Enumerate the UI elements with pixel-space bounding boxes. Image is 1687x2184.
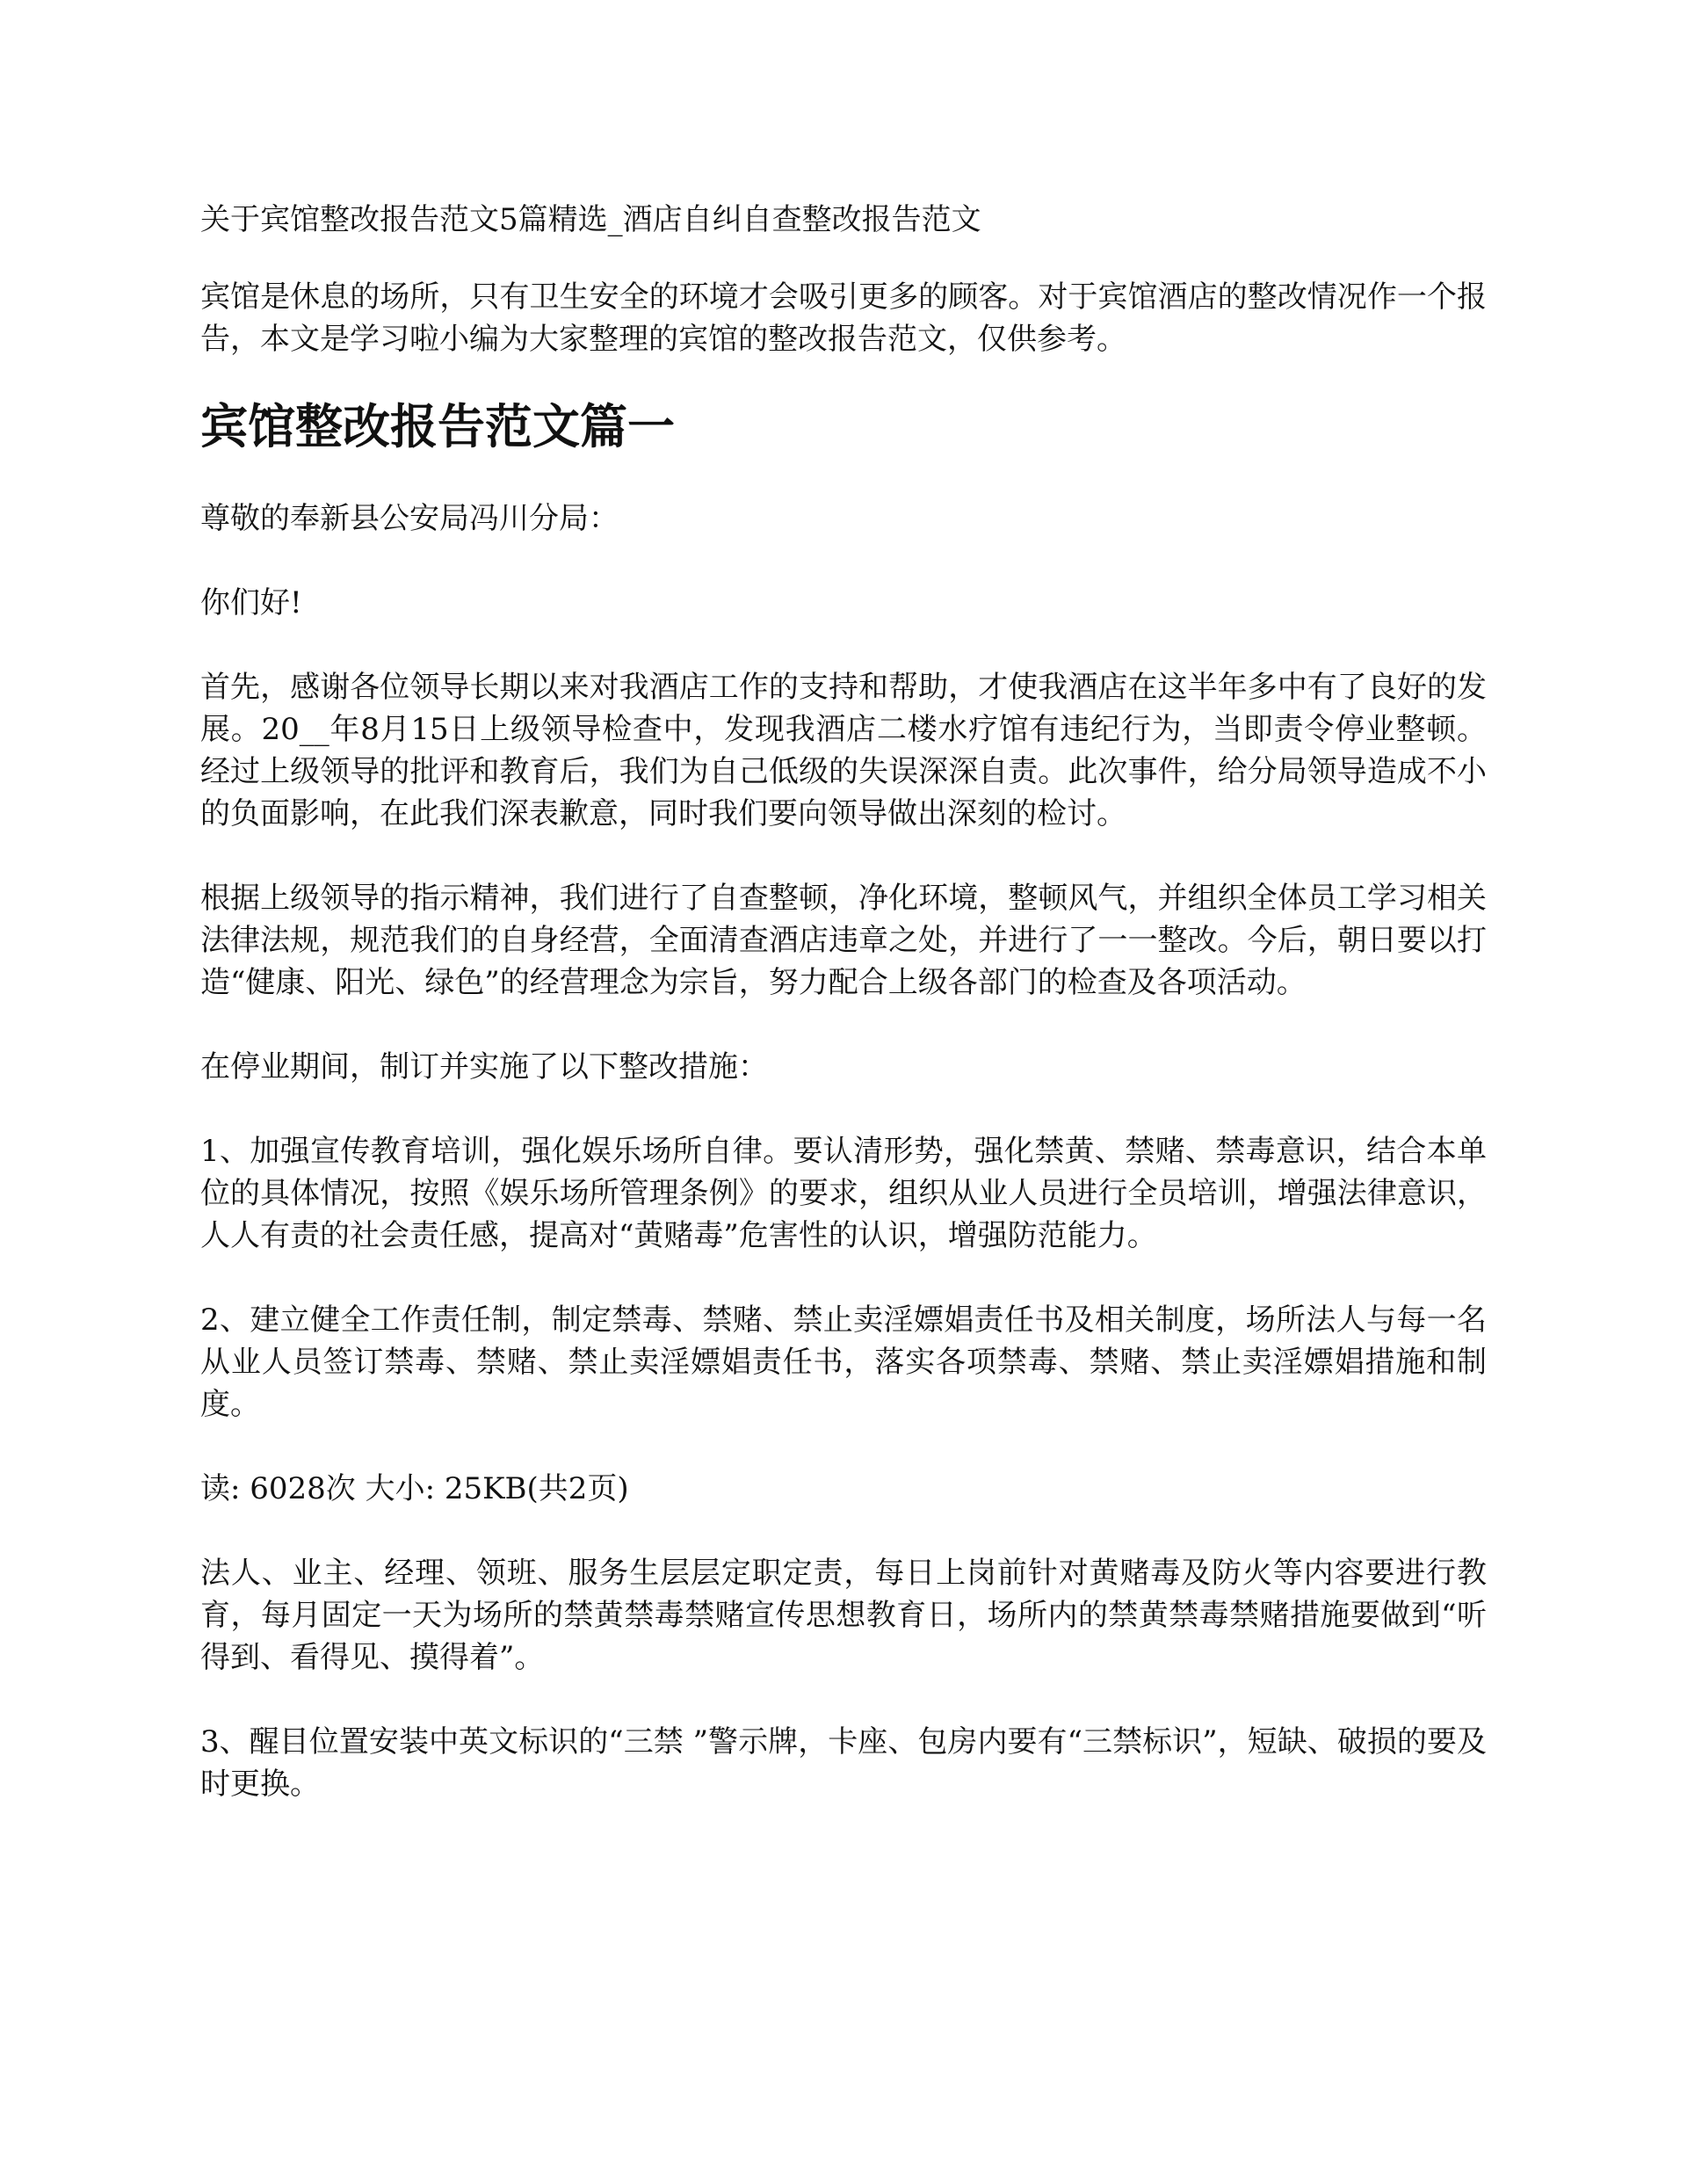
greeting: 你们好! [200, 585, 302, 620]
body-paragraph: 根据上级领导的指示精神，我们进行了自查整顿，净化环境，整顿风气，并组织全体员工学习相关法律法规，规范我们的自身经营，全面清查酒店违章之处，并进行了一一整改。今后，朝日要以打造“健康、阳光、绿色”的经营理念为宗旨，努力配合上级各部门的检查及各项活动。 [200, 881, 1487, 1000]
salutation: 尊敬的奉新县公安局冯川分局： [200, 501, 619, 536]
body-paragraph: 3、醒目位置安装中英文标识的“三禁 ”警示牌，卡座、包房内要有“三禁标识”，短缺、破损的要及时更换。 [200, 1724, 1487, 1802]
body-paragraph: 在停业期间，制订并实施了以下整改措施： [200, 1049, 768, 1085]
body-paragraph: 法人、业主、经理、领班、服务生层层定职定责，每日上岗前针对黄赌毒及防火等内容要进行教育，每月固定一天为场所的禁黄禁毒禁赌宣传思想教育日，场所内的禁黄禁毒禁赌措施要做到“听得到、看得见、摸得着”。 [200, 1556, 1487, 1675]
intro-paragraph: 宾馆是休息的场所，只有卫生安全的环境才会吸引更多的顾客。对于宾馆酒店的整改情况作一个报告，本文是学习啦小编为大家整理的宾馆的整改报告范文，仅供参考。 [200, 279, 1487, 357]
document-page [200, 199, 1487, 1847]
body-paragraph: 首先，感谢各位领导长期以来对我酒店工作的支持和帮助，才使我酒店在这半年多中有了良好的发展。20__年8月15日上级领导检查中，发现我酒店二楼水疗馆有违纪行为，当即责令停业整顿。经过上级领导的批评和教育后，我们为自己低级的失误深深自责。此次事件，给分局领导造成不小的负面影响，在此我们深表歉意，同时我们要向领导做出深刻的检讨。 [200, 670, 1487, 831]
read-count-size-info: 读: 6028次 大小: 25KB(共2页) [200, 1471, 629, 1506]
section-heading: 宾馆整改报告范文篇一 [200, 398, 675, 454]
body-paragraph: 2、建立健全工作责任制，制定禁毒、禁赌、禁止卖淫嫖娼责任书及相关制度，场所法人与每一名从业人员签订禁毒、禁赌、禁止卖淫嫖娼责任书，落实各项禁毒、禁赌、禁止卖淫嫖娼措施和制度。 [200, 1302, 1487, 1422]
document-title: 关于宾馆整改报告范文5篇精选_酒店自纠自查整改报告范文 [200, 202, 981, 237]
body-paragraph: 1、加强宣传教育培训，强化娱乐场所自律。要认清形势，强化禁黄、禁赌、禁毒意识，结合本单位的具体情况，按照《娱乐场所管理条例》的要求，组织从业人员进行全员培训，增强法律意识，人人有责的社会责任感，提高对“黄赌毒”危害性的认识，增强防范能力。 [200, 1134, 1487, 1253]
